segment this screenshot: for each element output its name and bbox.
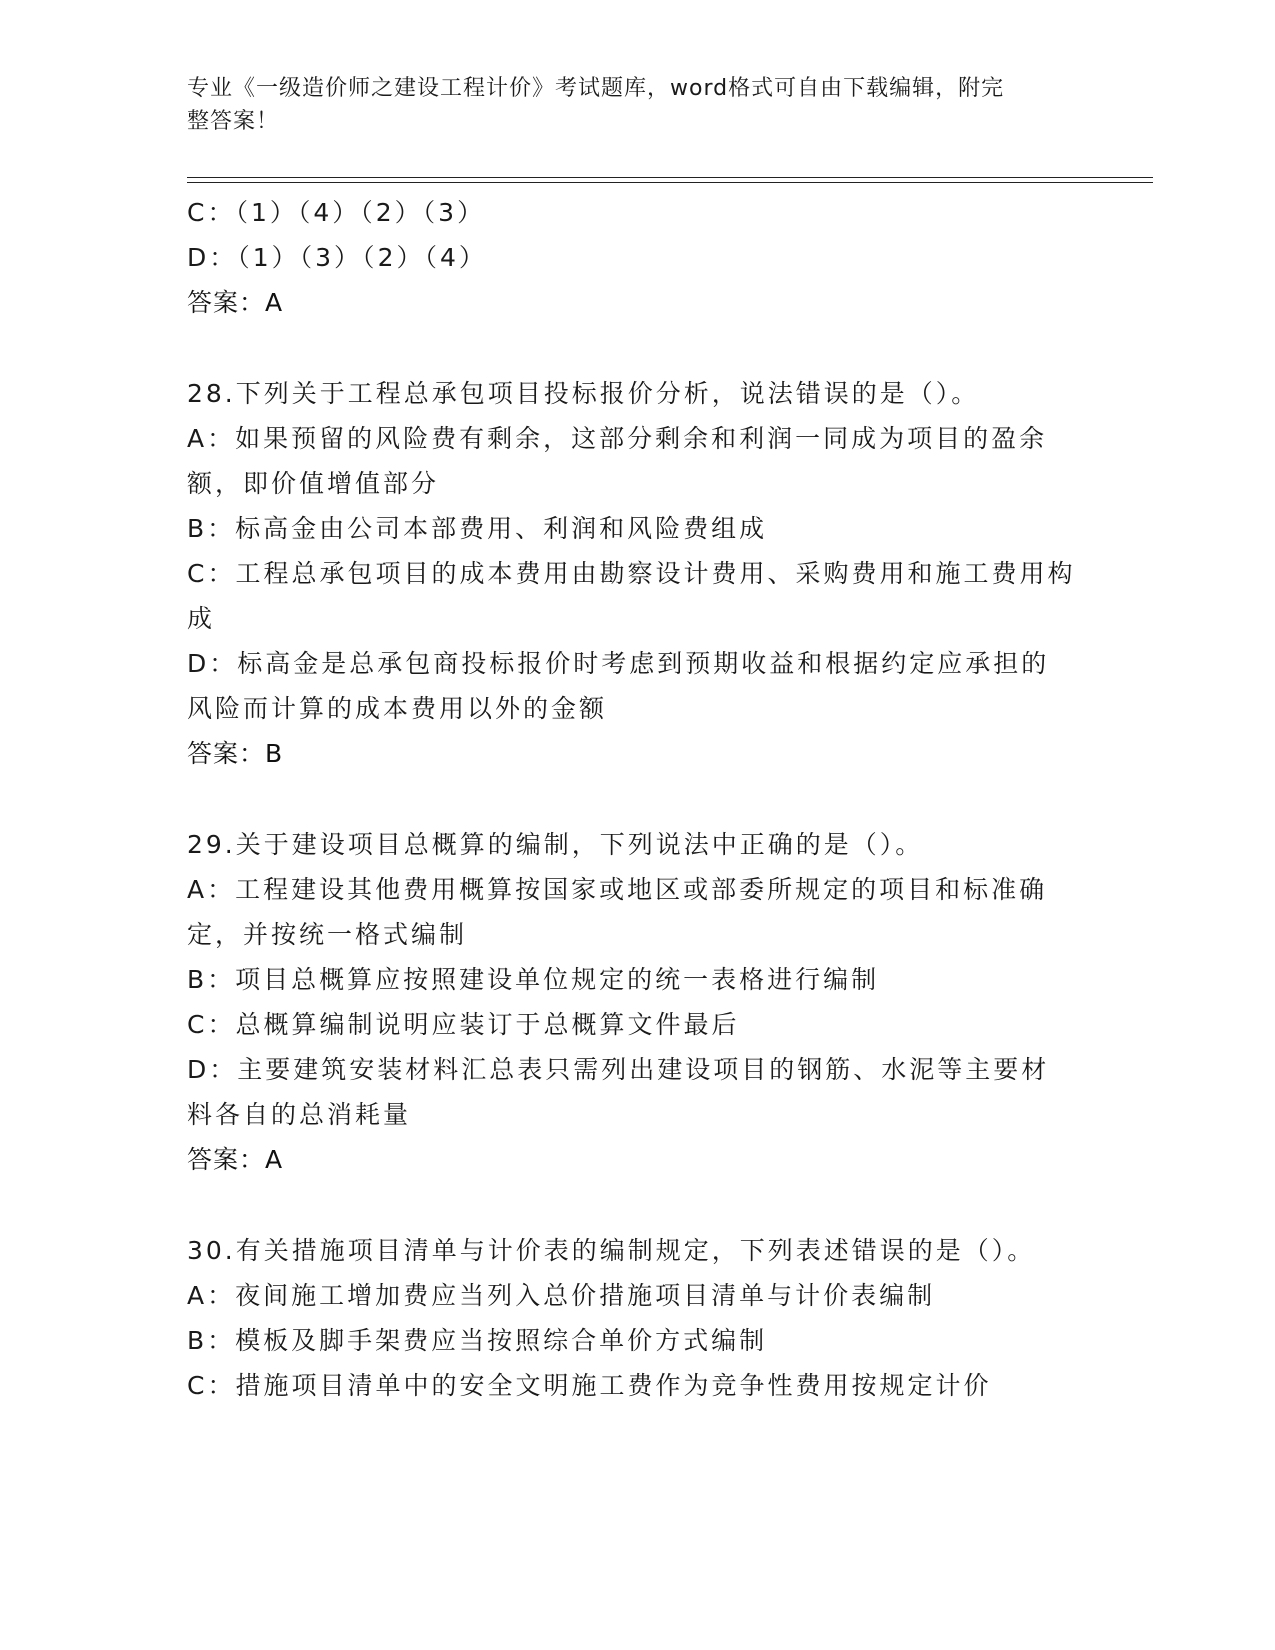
answer-line: 答案：A xyxy=(187,1145,284,1174)
option-a: A：工程建设其他费用概算按国家或地区或部委所规定的项目和标准确定，并按统一格式编制 xyxy=(187,875,1048,949)
question-stem: 29.关于建设项目总概算的编制，下列说法中正确的是（）。 xyxy=(187,830,924,859)
option-a: A：夜间施工增加费应当列入总价措施项目清单与计价表编制 xyxy=(187,1281,936,1310)
previous-question-tail xyxy=(187,190,1077,325)
answer-line: 答案：A xyxy=(187,288,284,317)
header-divider-top xyxy=(187,177,1153,178)
spacer xyxy=(187,776,1077,822)
option-c: C：措施项目清单中的安全文明施工费作为竞争性费用按规定计价 xyxy=(187,1371,992,1400)
option-b: B：标高金由公司本部费用、利润和风险费组成 xyxy=(187,514,768,543)
option-b: B：项目总概算应按照建设单位规定的统一表格进行编制 xyxy=(187,965,880,994)
answer-line: 答案：B xyxy=(187,739,284,768)
option-d: D：主要建筑安装材料汇总表只需列出建设项目的钢筋、水泥等主要材料各自的总消耗量 xyxy=(187,1055,1050,1129)
option-c: C：工程总承包项目的成本费用由勘察设计费用、采购费用和施工费用构成 xyxy=(187,559,1076,633)
document-header xyxy=(187,72,1067,138)
option-d: D：（1）（3）（2）（4） xyxy=(187,243,487,272)
option-c: C：（1）（4）（2）（3） xyxy=(187,198,486,227)
spacer xyxy=(187,1182,1077,1228)
question-29 xyxy=(187,822,1077,1182)
question-28 xyxy=(187,371,1077,776)
question-stem: 28.下列关于工程总承包项目投标报价分析，说法错误的是（）。 xyxy=(187,379,980,408)
question-stem: 30.有关措施项目清单与计价表的编制规定，下列表述错误的是（）。 xyxy=(187,1236,1036,1265)
header-divider-bottom xyxy=(187,182,1153,183)
option-b: B：模板及脚手架费应当按照综合单价方式编制 xyxy=(187,1326,768,1355)
option-c: C：总概算编制说明应装订于总概算文件最后 xyxy=(187,1010,740,1039)
header-line-1: 专业《一级造价师之建设工程计价》考试题库，word格式可自由下载编辑，附完 xyxy=(187,76,1005,101)
option-d: D：标高金是总承包商投标报价时考虑到预期收益和根据约定应承担的风险而计算的成本费用以外的金额 xyxy=(187,649,1050,723)
spacer xyxy=(187,325,1077,371)
question-30 xyxy=(187,1228,1077,1408)
option-a: A：如果预留的风险费有剩余，这部分剩余和利润一同成为项目的盈余额，即价值增值部分 xyxy=(187,424,1048,498)
header-line-2: 整答案！ xyxy=(187,109,280,134)
question-list xyxy=(187,190,1077,1408)
